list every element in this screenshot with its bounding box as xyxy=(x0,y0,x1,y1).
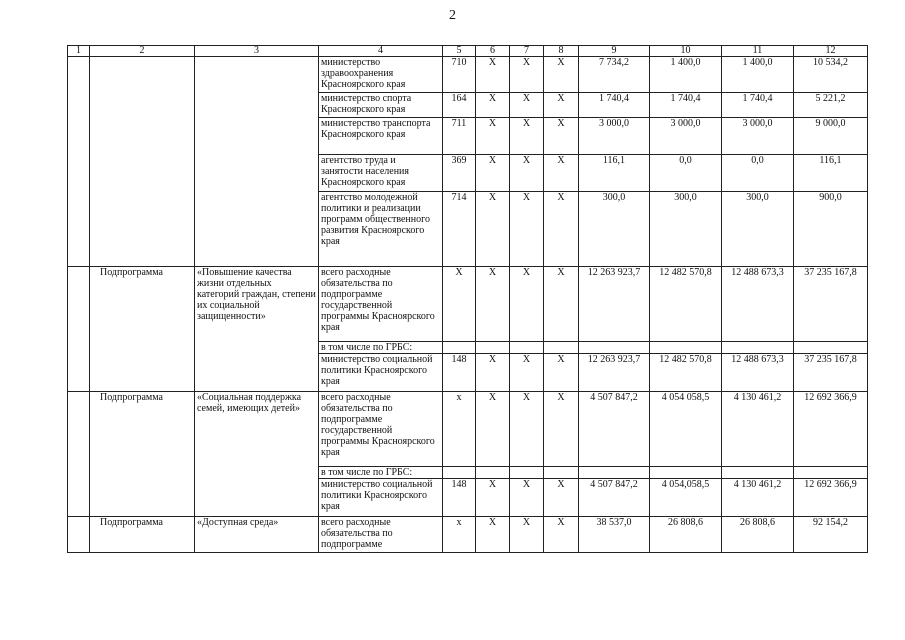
value-cell: 12 482 570,8 xyxy=(650,267,722,342)
cell-x: Х xyxy=(510,517,544,553)
value-cell: 1 740,4 xyxy=(722,93,794,118)
value-cell: 4 130 461,2 xyxy=(722,479,794,517)
empty-cell xyxy=(544,342,579,354)
header-row xyxy=(68,46,868,57)
empty-cell xyxy=(722,342,794,354)
empty-cell xyxy=(794,467,868,479)
cell-x: Х xyxy=(510,155,544,192)
empty-cell xyxy=(476,467,510,479)
value-cell: 1 740,4 xyxy=(579,93,650,118)
header-cell: 6 xyxy=(476,46,510,57)
value-cell: 9 000,0 xyxy=(794,118,868,155)
empty-cell xyxy=(579,467,650,479)
empty-cell xyxy=(650,342,722,354)
header-cell: 1 xyxy=(68,46,90,57)
header-cell: 10 xyxy=(650,46,722,57)
grbs-code: 148 xyxy=(443,479,476,517)
cell-x: Х xyxy=(544,354,579,392)
cell-x: Х xyxy=(443,267,476,342)
including-label: в том числе по ГРБС: xyxy=(319,467,443,479)
empty-cell xyxy=(68,517,90,553)
value-cell: 1 400,0 xyxy=(650,57,722,93)
empty-cell xyxy=(443,342,476,354)
grbs-name: министерство социальной политики Красноярского края xyxy=(319,479,443,517)
cell-x: Х xyxy=(510,479,544,517)
value-cell: 116,1 xyxy=(579,155,650,192)
total-label: всего расходные обязательства по подпрограмме xyxy=(319,517,443,553)
grbs-name: министерство транспорта Красноярского края xyxy=(319,118,443,155)
empty-cell xyxy=(476,342,510,354)
value-cell: 300,0 xyxy=(579,192,650,267)
value-cell: 3 000,0 xyxy=(722,118,794,155)
cell-x: Х xyxy=(544,267,579,342)
cell-x: Х xyxy=(476,118,510,155)
grbs-name: агентство труда и занятости населения Красноярского края xyxy=(319,155,443,192)
empty-cell xyxy=(650,467,722,479)
subprogram-total-row xyxy=(68,392,868,467)
cell-x: Х xyxy=(510,93,544,118)
subprogram-title: «Повышение качества жизни отдельных категорий граждан, степени их социальной защищенности» xyxy=(195,267,319,392)
value-cell: 12 263 923,7 xyxy=(579,354,650,392)
grbs-name: агентство молодежной политики и реализации программ общественного развития Красноярского края xyxy=(319,192,443,267)
value-cell: 7 734,2 xyxy=(579,57,650,93)
empty-cell xyxy=(579,342,650,354)
value-cell: 3 000,0 xyxy=(650,118,722,155)
value-cell: 900,0 xyxy=(794,192,868,267)
cell-x: Х xyxy=(510,57,544,93)
including-label: в том числе по ГРБС: xyxy=(319,342,443,354)
grbs-code: 369 xyxy=(443,155,476,192)
empty-cell xyxy=(722,467,794,479)
cell-x: Х xyxy=(544,392,579,467)
subprogram-title: «Социальная поддержка семей, имеющих детей» xyxy=(195,392,319,517)
cell-x: Х xyxy=(476,155,510,192)
grbs-code: 710 xyxy=(443,57,476,93)
value-cell: 116,1 xyxy=(794,155,868,192)
cell-x: Х xyxy=(544,192,579,267)
value-cell: 0,0 xyxy=(722,155,794,192)
header-cell: 12 xyxy=(794,46,868,57)
header-cell: 9 xyxy=(579,46,650,57)
empty-cell xyxy=(90,57,195,267)
header-cell: 3 xyxy=(195,46,319,57)
cell-x: х xyxy=(443,392,476,467)
subprogram-label: Подпрограмма xyxy=(90,517,195,553)
value-cell: 4 507 847,2 xyxy=(579,392,650,467)
value-cell: 26 808,6 xyxy=(722,517,794,553)
value-cell: 1 400,0 xyxy=(722,57,794,93)
cell-x: х xyxy=(443,517,476,553)
page-number: 2 xyxy=(449,8,456,23)
subprogram-total-row xyxy=(68,267,868,342)
value-cell: 26 808,6 xyxy=(650,517,722,553)
cell-x: Х xyxy=(476,267,510,342)
grbs-code: 148 xyxy=(443,354,476,392)
empty-cell xyxy=(544,467,579,479)
cell-x: Х xyxy=(510,392,544,467)
value-cell: 12 692 366,9 xyxy=(794,392,868,467)
empty-cell xyxy=(68,267,90,392)
empty-cell xyxy=(794,342,868,354)
value-cell: 300,0 xyxy=(650,192,722,267)
subprogram-total-row xyxy=(68,517,868,553)
value-cell: 1 740,4 xyxy=(650,93,722,118)
grbs-name: министерство социальной политики Красноярского края xyxy=(319,354,443,392)
cell-x: Х xyxy=(476,517,510,553)
subprogram-label: Подпрограмма xyxy=(90,267,195,392)
header-cell: 2 xyxy=(90,46,195,57)
cell-x: Х xyxy=(510,354,544,392)
cell-x: Х xyxy=(510,267,544,342)
cell-x: Х xyxy=(476,479,510,517)
header-cell: 4 xyxy=(319,46,443,57)
value-cell: 12 488 673,3 xyxy=(722,267,794,342)
table-row xyxy=(68,57,868,93)
cell-x: Х xyxy=(544,479,579,517)
value-cell: 12 482 570,8 xyxy=(650,354,722,392)
value-cell: 0,0 xyxy=(650,155,722,192)
header-cell: 8 xyxy=(544,46,579,57)
value-cell: 12 692 366,9 xyxy=(794,479,868,517)
value-cell: 300,0 xyxy=(722,192,794,267)
cell-x: Х xyxy=(544,155,579,192)
value-cell: 10 534,2 xyxy=(794,57,868,93)
value-cell: 12 488 673,3 xyxy=(722,354,794,392)
value-cell: 5 221,2 xyxy=(794,93,868,118)
total-label: всего расходные обязательства по подпрограмме государственной программы Красноярского края xyxy=(319,267,443,342)
value-cell: 37 235 167,8 xyxy=(794,354,868,392)
value-cell: 3 000,0 xyxy=(579,118,650,155)
total-label: всего расходные обязательства по подпрограмме государственной программы Красноярского края xyxy=(319,392,443,467)
grbs-code: 711 xyxy=(443,118,476,155)
cell-x: Х xyxy=(510,192,544,267)
empty-cell xyxy=(443,467,476,479)
header-cell: 11 xyxy=(722,46,794,57)
value-cell: 4 130 461,2 xyxy=(722,392,794,467)
cell-x: Х xyxy=(544,57,579,93)
cell-x: Х xyxy=(476,93,510,118)
header-cell: 7 xyxy=(510,46,544,57)
value-cell: 4 054,058,5 xyxy=(650,479,722,517)
value-cell: 4 054 058,5 xyxy=(650,392,722,467)
cell-x: Х xyxy=(476,57,510,93)
budget-table xyxy=(67,45,868,553)
value-cell: 4 507 847,2 xyxy=(579,479,650,517)
cell-x: Х xyxy=(510,118,544,155)
cell-x: Х xyxy=(544,118,579,155)
grbs-code: 164 xyxy=(443,93,476,118)
empty-cell xyxy=(68,57,90,267)
grbs-code: 714 xyxy=(443,192,476,267)
cell-x: Х xyxy=(476,392,510,467)
cell-x: Х xyxy=(476,192,510,267)
grbs-name: министерство здравоохранения Красноярского края xyxy=(319,57,443,93)
header-cell: 5 xyxy=(443,46,476,57)
empty-cell xyxy=(195,57,319,267)
cell-x: Х xyxy=(476,354,510,392)
subprogram-label: Подпрограмма xyxy=(90,392,195,517)
subprogram-title: «Доступная среда» xyxy=(195,517,319,553)
empty-cell xyxy=(510,342,544,354)
empty-cell xyxy=(510,467,544,479)
empty-cell xyxy=(68,392,90,517)
cell-x: Х xyxy=(544,517,579,553)
grbs-name: министерство спорта Красноярского края xyxy=(319,93,443,118)
value-cell: 12 263 923,7 xyxy=(579,267,650,342)
value-cell: 38 537,0 xyxy=(579,517,650,553)
cell-x: Х xyxy=(544,93,579,118)
value-cell: 37 235 167,8 xyxy=(794,267,868,342)
value-cell: 92 154,2 xyxy=(794,517,868,553)
